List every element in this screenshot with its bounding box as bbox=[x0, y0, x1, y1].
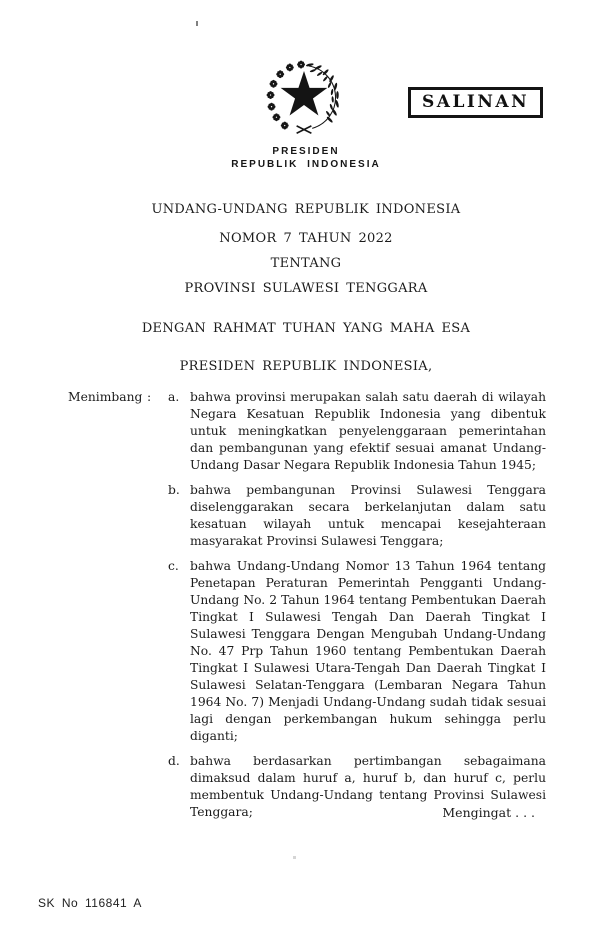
consideration-item-c bbox=[168, 558, 546, 745]
considerations-section bbox=[68, 389, 546, 821]
item-letter: d. bbox=[168, 754, 180, 768]
considerations-label: Menimbang bbox=[68, 390, 143, 404]
agency-line-presiden: PRESIDEN bbox=[272, 146, 340, 157]
law-title-line: UNDANG-UNDANG REPUBLIK INDONESIA bbox=[151, 202, 461, 217]
catchword-mengingat: Mengingat . . . bbox=[442, 805, 535, 820]
item-letter: a. bbox=[168, 390, 180, 404]
tentang-label: TENTANG bbox=[270, 256, 342, 271]
item-text: bahwa provinsi merupakan salah satu daerah di wilayah Negara Kesatuan Republik Indonesia yang dibentuk untuk meningkatkan penyelenggaraan pemerintahan dan pembangunan yang efektif sesuai amanat Undang-Undang Dasar Negara Republik Indonesia Tahun 1945; bbox=[190, 390, 546, 472]
consideration-item-a bbox=[168, 389, 546, 474]
sk-number: SK No 116841 A bbox=[38, 896, 142, 910]
consideration-item-b bbox=[168, 482, 546, 550]
law-number-line: NOMOR 7 TAHUN 2022 bbox=[219, 231, 393, 246]
considerations-list bbox=[168, 389, 546, 821]
salinan-stamp: SALINAN bbox=[408, 87, 543, 118]
item-text: bahwa Undang-Undang Nomor 13 Tahun 1964 tentang Penetapan Peraturan Pemerintah Pengganti Undang-Undang No. 2 Tahun 1964 tentang Pembentukan Daerah Tingkat I Sulawesi Tengah Dan Daerah Tingkat I Sulawesi Tenggara Dengan Mengubah Undang-Undang No. 47 Prp Tahun 1960 tentang Pembentukan Daerah Tingkat I Sulawesi Utara-Tengah Dan Daerah Tingkat I Sulawesi Selatan-Tenggara (Lembaran Negara Tahun 1964 No. 7) Menjadi Undang-Undang sudah tidak sesuai lagi dengan perkembangan hukum sehingga perlu diganti; bbox=[190, 559, 546, 743]
item-text: bahwa pembangunan Provinsi Sulawesi Tenggara diselenggarakan secara berkelanjutan dalam satu kesatuan wilayah untuk mencapai kesejahteraan masyarakat Provinsi Sulawesi Tenggara; bbox=[190, 483, 546, 548]
agency-line-republik-indonesia: REPUBLIK INDONESIA bbox=[231, 159, 381, 170]
invocation-line: DENGAN RAHMAT TUHAN YANG MAHA ESA bbox=[141, 321, 471, 336]
item-letter: b. bbox=[168, 483, 180, 497]
scan-speck bbox=[196, 21, 198, 26]
province-title-line: PROVINSI SULAWESI TENGGARA bbox=[184, 281, 428, 296]
title-block bbox=[0, 202, 612, 375]
issuer-line: PRESIDEN REPUBLIK INDONESIA, bbox=[179, 359, 433, 374]
presidential-seal-icon bbox=[263, 56, 345, 140]
item-text: bahwa berdasarkan pertimbangan sebagaimana dimaksud dalam huruf a, huruf b, dan huruf c, perlu membentuk Undang-Undang tentang Provinsi Sulawesi Tenggara; bbox=[190, 754, 546, 819]
item-letter: c. bbox=[168, 559, 179, 573]
considerations-colon: : bbox=[147, 390, 152, 404]
scan-speck bbox=[293, 856, 296, 859]
